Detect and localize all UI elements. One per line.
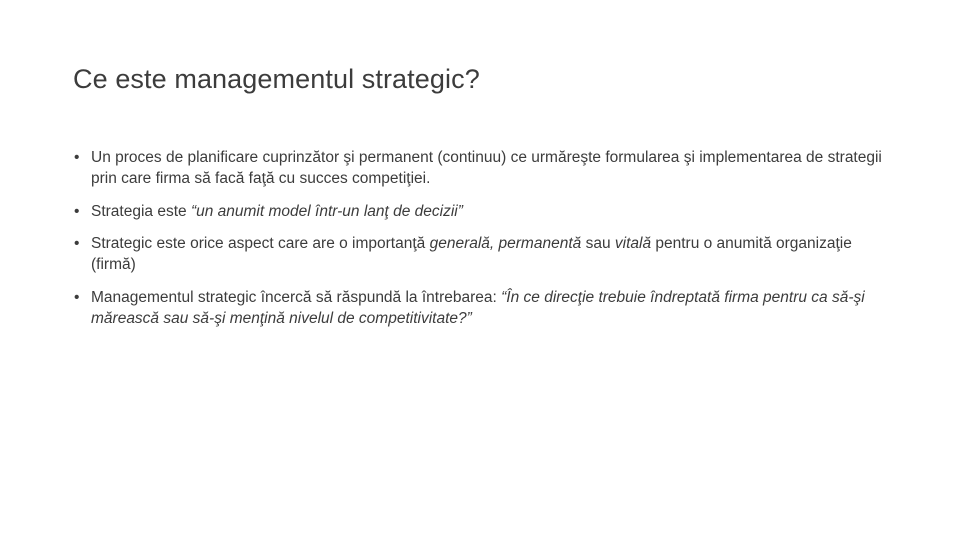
bullet-item <box>74 233 894 275</box>
bullet-text: Strategia este <box>91 203 191 220</box>
bullet-icon: • <box>74 203 80 220</box>
bullet-text: Un proces de planificare cuprinzător şi permanent (continuu) ce urmăreşte formularea şi implementarea de strategii prin care firma să facă faţă cu succes competiţiei. <box>91 149 882 187</box>
bullet-italic-text: “un anumit model într-un lanţ de decizii” <box>190 203 463 220</box>
slide-title: Ce este managementul strategic? <box>73 64 480 94</box>
bullet-text: sau <box>581 235 615 252</box>
bullet-item <box>74 147 894 189</box>
bullet-icon: • <box>74 149 80 166</box>
bullet-icon: • <box>74 235 80 252</box>
bullet-text: Strategic este orice aspect care are o importanţă <box>91 235 430 252</box>
bullet-text: pentru o anumită organizaţie (firmă) <box>91 235 852 273</box>
bullet-italic-text: vitală <box>614 235 652 252</box>
bullet-item <box>74 201 894 222</box>
bullet-item <box>74 287 894 329</box>
bullet-italic-text: “În ce direcţie trebuie îndreptată firma pentru ca să-şi mărească sau să-şi menţină nivelul de competitivitate?” <box>91 289 865 327</box>
bullet-list <box>74 147 894 341</box>
bullet-icon: • <box>74 289 80 306</box>
bullet-text: Managementul strategic încercă să răspundă la întrebarea: <box>91 289 502 306</box>
bullet-italic-text: generală, permanentă <box>429 235 582 252</box>
